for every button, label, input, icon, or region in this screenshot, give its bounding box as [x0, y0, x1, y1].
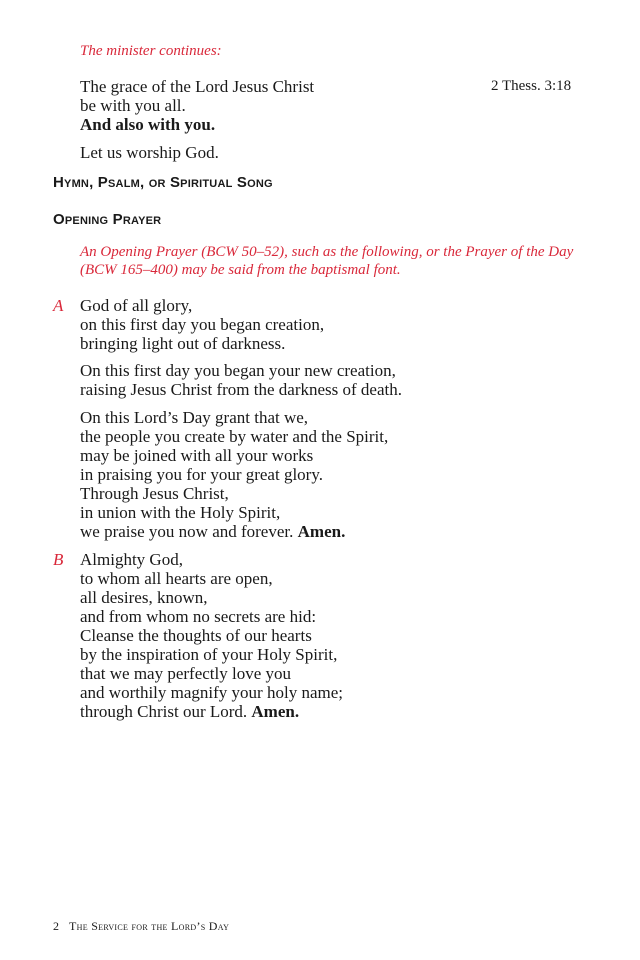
prayer-line: that we may perfectly love you [80, 664, 292, 683]
prayer-b [80, 550, 343, 721]
prayer-line: in praising you for your great glory. [80, 465, 323, 484]
prayer-last-line: through Christ our Lord. Amen. [80, 702, 300, 721]
prayer-a-stanza-3 [80, 408, 388, 541]
prayer-a-marker: A [53, 296, 64, 315]
prayer-line: on this first day you began creation, [80, 315, 325, 334]
prayer-line: raising Jesus Christ from the darkness of death. [80, 380, 402, 399]
prayer-line: to whom all hearts are open, [80, 569, 273, 588]
intro-section [80, 42, 222, 61]
running-title: The Service for the Lord’s Day [69, 919, 230, 933]
grace-block [80, 77, 314, 134]
prayer-line: and worthily magnify your holy name; [80, 683, 343, 702]
heading-hymn: Hymn, Psalm, or Spiritual Song [53, 174, 273, 191]
people-response: And also with you. [80, 115, 216, 134]
rubric-line: (BCW 165–400) may be said from the baptismal font. [80, 262, 401, 278]
prayer-line: On this Lord’s Day grant that we, [80, 408, 309, 427]
prayer-a-stanza-2 [80, 361, 402, 399]
rubric-line: An Opening Prayer (BCW 50–52), such as the following, or the Prayer of the Day [80, 244, 574, 260]
prayer-line: bringing light out of darkness. [80, 334, 286, 353]
prayer-line: Through Jesus Christ, [80, 484, 229, 503]
prayer-line: may be joined with all your works [80, 446, 314, 465]
scripture-reference: 2 Thess. 3:18 [491, 78, 572, 94]
prayer-last-line: we praise you now and forever. Amen. [80, 522, 346, 541]
prayer-a-stanza-1 [80, 296, 324, 353]
amen: Amen. [297, 522, 346, 541]
prayer-line: On this first day you began your new creation, [80, 361, 396, 380]
prayer-line: Cleanse the thoughts of our hearts [80, 626, 312, 645]
prayer-b-marker: B [53, 550, 64, 569]
grace-line: The grace of the Lord Jesus Christ [80, 77, 315, 96]
grace-line: be with you all. [80, 96, 186, 115]
rubric-minister-continues: The minister continues: [80, 43, 222, 59]
amen: Amen. [251, 702, 300, 721]
page-footer [53, 919, 229, 934]
prayer-line: and from whom no secrets are hid: [80, 607, 317, 626]
prayer-line: in union with the Holy Spirit, [80, 503, 281, 522]
heading-opening-prayer: Opening Prayer [53, 211, 162, 228]
prayer-line: by the inspiration of your Holy Spirit, [80, 645, 338, 664]
prayer-line: all desires, known, [80, 588, 208, 607]
invitation-text: Let us worship God. [80, 143, 219, 162]
invitation-block [80, 143, 219, 162]
page-number: 2 [53, 919, 60, 933]
prayer-line: God of all glory, [80, 296, 193, 315]
prayer-line: the people you create by water and the Spirit, [80, 427, 389, 446]
prayer-line: Almighty God, [80, 550, 183, 569]
opening-prayer-rubric [80, 243, 573, 279]
